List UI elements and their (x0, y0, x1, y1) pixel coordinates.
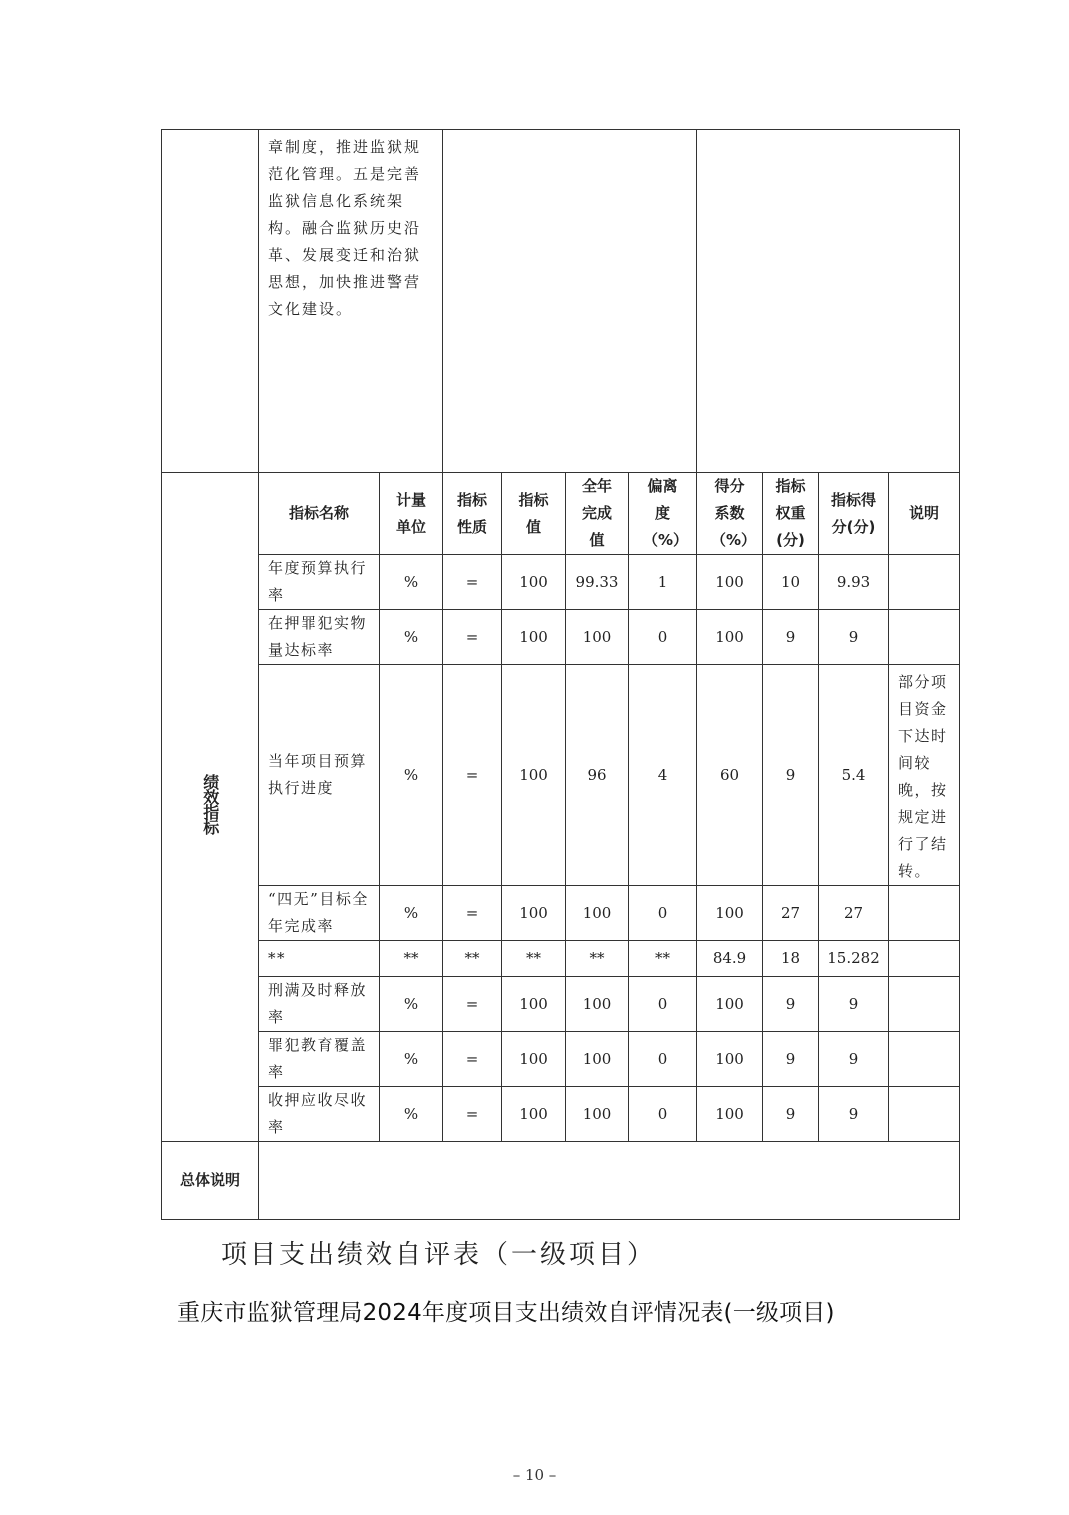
indicator-actual: 100 (566, 977, 629, 1032)
indicator-deviation: 4 (629, 665, 697, 886)
indicator-coefficient: 84.9 (697, 941, 763, 977)
header-name: 指标名称 (259, 473, 380, 555)
indicator-coefficient: 100 (697, 1032, 763, 1087)
table-row (162, 610, 960, 665)
header-coefficient: 得分系数（%） (697, 473, 763, 555)
indicator-group-cell (162, 473, 259, 1142)
indicator-note (889, 1032, 960, 1087)
indicator-unit: % (380, 665, 443, 886)
indicator-unit: % (380, 977, 443, 1032)
header-note: 说明 (889, 473, 960, 555)
indicator-actual: 96 (566, 665, 629, 886)
indicator-note (889, 941, 960, 977)
objective-empty-cell-1 (443, 130, 697, 473)
header-nature: 指标性质 (443, 473, 502, 555)
header-target: 指标值 (502, 473, 566, 555)
indicator-actual: ** (566, 941, 629, 977)
indicator-target: 100 (502, 665, 566, 886)
indicator-score: 9 (819, 977, 889, 1032)
objective-empty-cell-2 (697, 130, 960, 473)
indicator-score: 5.4 (819, 665, 889, 886)
indicator-score: 9 (819, 1032, 889, 1087)
table-row (162, 1032, 960, 1087)
indicator-name: 年度预算执行率 (259, 555, 380, 610)
indicator-target: 100 (502, 610, 566, 665)
indicator-actual: 100 (566, 1032, 629, 1087)
table-row (162, 886, 960, 941)
indicator-note (889, 1087, 960, 1142)
indicator-name: 在押罪犯实物量达标率 (259, 610, 380, 665)
header-deviation: 偏离度（%） (629, 473, 697, 555)
indicator-weight: 9 (763, 1087, 819, 1142)
indicator-deviation: ** (629, 941, 697, 977)
indicator-weight: 9 (763, 1032, 819, 1087)
indicator-nature: = (443, 977, 502, 1032)
indicator-unit: % (380, 555, 443, 610)
table-row (162, 665, 960, 886)
indicator-deviation: 0 (629, 1087, 697, 1142)
indicator-coefficient: 60 (697, 665, 763, 886)
indicator-note: 部分项目资金下达时间较晚，按规定进行了结转。 (889, 665, 960, 886)
indicator-target: 100 (502, 1032, 566, 1087)
indicator-score: 15.282 (819, 941, 889, 977)
indicator-target: ** (502, 941, 566, 977)
indicator-deviation: 0 (629, 886, 697, 941)
indicator-note (889, 555, 960, 610)
table-row (162, 977, 960, 1032)
indicator-target: 100 (502, 886, 566, 941)
indicator-nature: ** (443, 941, 502, 977)
indicator-coefficient: 100 (697, 555, 763, 610)
indicator-coefficient: 100 (697, 886, 763, 941)
indicator-weight: 18 (763, 941, 819, 977)
indicator-note (889, 886, 960, 941)
indicator-nature: = (443, 1087, 502, 1142)
performance-table (161, 129, 960, 1220)
indicator-group-label: 绩效指标 (200, 774, 220, 835)
page-number: – 10 – (512, 1466, 557, 1484)
indicator-name: ** (259, 941, 380, 977)
indicator-nature: = (443, 555, 502, 610)
indicator-weight: 27 (763, 886, 819, 941)
indicator-coefficient: 100 (697, 1087, 763, 1142)
indicator-deviation: 1 (629, 555, 697, 610)
indicator-unit: % (380, 1032, 443, 1087)
indicator-actual: 100 (566, 610, 629, 665)
indicator-name: “四无”目标全年完成率 (259, 886, 380, 941)
indicator-note (889, 610, 960, 665)
indicator-coefficient: 100 (697, 977, 763, 1032)
indicator-actual: 99.33 (566, 555, 629, 610)
indicator-weight: 10 (763, 555, 819, 610)
header-weight: 指标权重(分) (763, 473, 819, 555)
indicator-nature: = (443, 886, 502, 941)
objective-description-cell: 章制度，推进监狱规范化管理。五是完善监狱信息化系统架构。融合监狱历史沿革、发展变迁和治狱思想，加快推进警营文化建设。 (259, 130, 443, 473)
indicator-score: 9 (819, 610, 889, 665)
indicator-unit: % (380, 886, 443, 941)
header-score: 指标得分(分) (819, 473, 889, 555)
indicator-unit: % (380, 1087, 443, 1142)
table-row (162, 555, 960, 610)
objective-label-cell (162, 130, 259, 473)
indicator-deviation: 0 (629, 610, 697, 665)
table-row (162, 941, 960, 977)
indicator-weight: 9 (763, 977, 819, 1032)
overall-label: 总体说明 (162, 1142, 259, 1220)
indicator-deviation: 0 (629, 977, 697, 1032)
indicator-weight: 9 (763, 665, 819, 886)
indicator-score: 9.93 (819, 555, 889, 610)
indicator-header-row (162, 473, 960, 555)
indicator-name: 罪犯教育覆盖率 (259, 1032, 380, 1087)
indicator-note (889, 977, 960, 1032)
indicator-actual: 100 (566, 886, 629, 941)
indicator-name: 刑满及时释放率 (259, 977, 380, 1032)
indicator-deviation: 0 (629, 1032, 697, 1087)
indicator-nature: = (443, 665, 502, 886)
indicator-score: 27 (819, 886, 889, 941)
section-subtitle: 项目支出绩效自评表（一级项目） (221, 1240, 657, 1270)
overall-row (162, 1142, 960, 1220)
header-actual: 全年完成值 (566, 473, 629, 555)
indicator-actual: 100 (566, 1087, 629, 1142)
indicator-name: 当年项目预算执行进度 (259, 665, 380, 886)
indicator-unit: ** (380, 941, 443, 977)
objective-row (162, 130, 960, 473)
indicator-name: 收押应收尽收率 (259, 1087, 380, 1142)
indicator-target: 100 (502, 1087, 566, 1142)
indicator-unit: % (380, 610, 443, 665)
indicator-coefficient: 100 (697, 610, 763, 665)
indicator-nature: = (443, 610, 502, 665)
table-row (162, 1087, 960, 1142)
indicator-target: 100 (502, 555, 566, 610)
overall-text (259, 1142, 960, 1220)
indicator-score: 9 (819, 1087, 889, 1142)
indicator-weight: 9 (763, 610, 819, 665)
indicator-nature: = (443, 1032, 502, 1087)
header-unit: 计量单位 (380, 473, 443, 555)
page-title: 重庆市监狱管理局2024年度项目支出绩效自评情况表(一级项目) (177, 1300, 835, 1326)
indicator-target: 100 (502, 977, 566, 1032)
